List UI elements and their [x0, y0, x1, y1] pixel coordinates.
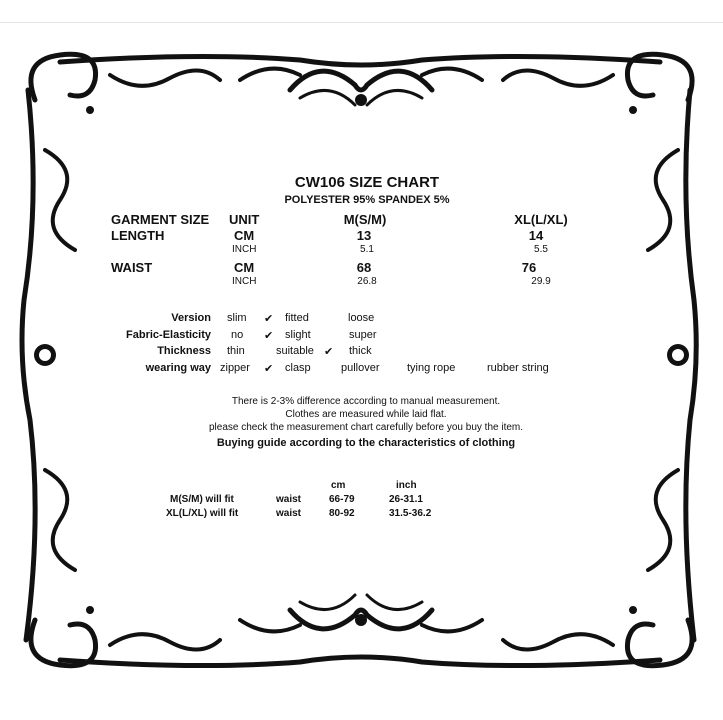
char-thickness-opt-thin: thin — [227, 345, 245, 357]
frame-border-top — [60, 56, 660, 65]
row-waist-label: WAIST — [111, 260, 153, 275]
ornament-dot — [86, 106, 94, 114]
char-version-opt-loose: loose — [348, 312, 375, 324]
guide-row-m-size: M(S/M) will fit — [170, 494, 234, 505]
waist-m-cm: 68 — [356, 260, 372, 275]
char-elasticity-opt-super: super — [349, 329, 377, 341]
char-thickness-label: Thickness — [157, 345, 211, 357]
length-xl-inch: 5.5 — [534, 244, 548, 255]
guide-row-m-cm: 66-79 — [329, 494, 355, 505]
guide-row-m-part: waist — [276, 494, 302, 505]
check-mark-icon: ✔ — [324, 346, 334, 358]
waist-unit-cm: CM — [234, 260, 255, 275]
row-length-label: LENGTH — [111, 228, 165, 243]
char-version-opt-slim: slim — [227, 312, 247, 324]
char-version-opt-fitted: fitted — [285, 312, 309, 324]
char-elasticity-opt-no: no — [231, 329, 244, 341]
guide-row-m-inch: 26-31.1 — [389, 494, 423, 505]
note-laid-flat: Clothes are measured while laid flat. — [285, 409, 447, 420]
char-thickness-opt-suitable: suitable — [276, 345, 314, 357]
buying-guide-title: Buying guide according to the characteristics of clothing — [216, 437, 516, 449]
length-m-cm: 13 — [356, 228, 372, 243]
guide-row-xl-size: XL(L/XL) will fit — [166, 508, 239, 519]
char-wearing-opt-rubber-string: rubber string — [487, 362, 549, 374]
char-wearing-opt-tying-rope: tying rope — [407, 362, 456, 374]
frame-border-right — [686, 90, 696, 640]
char-wearing-opt-zipper: zipper — [220, 362, 250, 374]
check-mark-icon: ✔ — [264, 330, 274, 342]
frame-border-bottom — [60, 657, 660, 666]
ornament-dot — [86, 606, 94, 614]
guide-row-xl-inch: 31.5-36.2 — [389, 508, 432, 519]
waist-xl-cm: 76 — [521, 260, 537, 275]
guide-row-xl-cm: 80-92 — [329, 508, 355, 519]
char-wearing-label: wearing way — [145, 362, 211, 374]
waist-m-inch: 26.8 — [357, 276, 377, 287]
char-version-label: Version — [171, 312, 211, 324]
length-xl-cm: 14 — [528, 228, 544, 243]
guide-col-inch: inch — [396, 480, 417, 491]
col-unit: UNIT — [229, 212, 260, 227]
ornament-dot — [629, 606, 637, 614]
col-garment-size: GARMENT SIZE — [111, 212, 210, 227]
length-unit-cm: CM — [234, 228, 255, 243]
length-m-inch: 5.1 — [360, 244, 374, 255]
guide-col-cm: cm — [331, 480, 346, 491]
char-thickness-opt-thick: thick — [349, 345, 372, 357]
char-elasticity-label: Fabric-Elasticity — [126, 329, 211, 341]
char-wearing-opt-pullover: pullover — [341, 362, 380, 374]
char-elasticity-opt-slight: slight — [285, 329, 311, 341]
chart-title: CW106 SIZE CHART — [294, 174, 440, 191]
col-m-size: M(S/M) — [343, 212, 387, 227]
material-composition: POLYESTER 95% SPANDEX 5% — [284, 194, 450, 206]
check-mark-icon: ✔ — [264, 313, 274, 325]
ornament-dot — [629, 106, 637, 114]
waist-xl-inch: 29.9 — [531, 276, 551, 287]
waist-unit-inch: INCH — [232, 276, 257, 287]
ornament-dot — [355, 94, 367, 106]
note-check-chart: please check the measurement chart carefully before you buy the item. — [208, 422, 524, 433]
check-mark-icon: ✔ — [264, 363, 274, 375]
note-measurement-difference: There is 2-3% difference according to manual measurement. — [231, 396, 501, 407]
guide-row-xl-part: waist — [276, 508, 302, 519]
length-unit-inch: INCH — [232, 244, 257, 255]
char-wearing-opt-clasp: clasp — [285, 362, 311, 374]
col-xl-size: XL(L/XL) — [514, 212, 568, 227]
frame-border-left — [22, 90, 35, 640]
ornament-dot — [355, 614, 367, 626]
